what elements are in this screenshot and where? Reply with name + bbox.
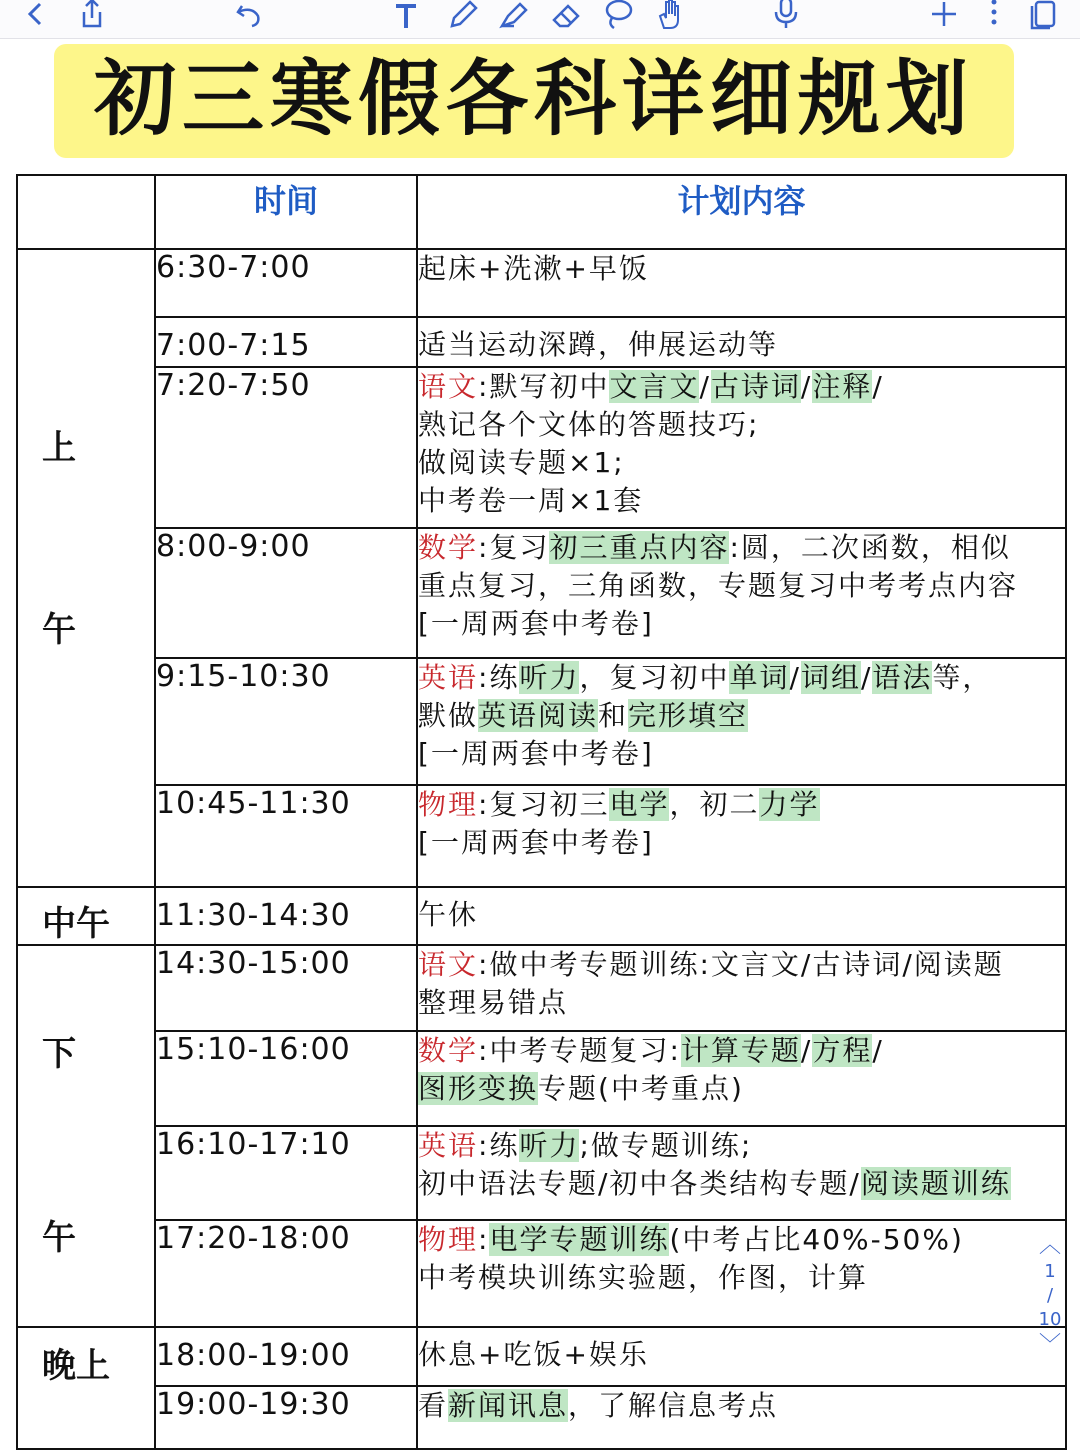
- content-text: 整理易错点: [418, 986, 569, 1019]
- period-afternoon-char: 下: [42, 1034, 76, 1074]
- content-line: [418, 1165, 1065, 1203]
- content-text: 休息+吃饭+娱乐: [418, 1338, 649, 1371]
- content-cell: [417, 945, 1066, 1031]
- period-afternoon-char: 午: [42, 1218, 76, 1258]
- highlighted-text: 方程: [812, 1034, 873, 1068]
- content-text: 午休: [418, 898, 479, 931]
- content-cell: [417, 658, 1066, 784]
- page-indicator: [1030, 1232, 1070, 1392]
- content-text: [一周两套中考卷]: [418, 737, 654, 771]
- time-cell: 18:00-19:00: [155, 1327, 417, 1386]
- table-row: [17, 1031, 1066, 1125]
- content-text: 初中语法专题/初中各类结构专题/: [418, 1166, 861, 1200]
- page-up-icon[interactable]: ︿: [1038, 1233, 1061, 1258]
- content-line: [418, 529, 1065, 567]
- time-cell: 19:00-19:30: [155, 1386, 417, 1449]
- content-text: /: [872, 1034, 884, 1068]
- highlighted-text: 听力: [519, 1128, 580, 1162]
- highlighter-icon[interactable]: [494, 0, 534, 34]
- time-cell: 10:45-11:30: [155, 785, 417, 887]
- content-cell: [417, 1327, 1066, 1386]
- content-line: [418, 735, 1065, 773]
- eraser-icon[interactable]: [546, 0, 586, 34]
- highlighted-text: 初三重点内容: [549, 530, 730, 564]
- content-cell: [417, 317, 1066, 367]
- content-line: [418, 1070, 1065, 1108]
- content-text: 熟记各个文体的答题技巧;: [418, 408, 760, 442]
- content-text: 等，: [932, 661, 993, 695]
- content-line: [418, 1032, 1065, 1070]
- subject-label: 语文: [418, 370, 479, 404]
- content-cell: [417, 785, 1066, 887]
- content-text: 专题(中考重点): [538, 1072, 744, 1106]
- content-text: ;做专题训练;: [579, 1128, 753, 1162]
- content-text: 默做: [418, 699, 479, 733]
- content-text: /: [872, 370, 884, 404]
- content-line: [418, 659, 1065, 697]
- time-cell: 6:30-7:00: [155, 249, 417, 317]
- table-row: [17, 1126, 1066, 1220]
- content-cell: [417, 887, 1066, 945]
- period-noon-label: 中午: [42, 904, 110, 944]
- text-icon[interactable]: [386, 0, 426, 34]
- table-row: [17, 528, 1066, 658]
- table-row: [17, 1327, 1066, 1386]
- content-line: [418, 1127, 1065, 1165]
- content-text: /: [800, 1034, 813, 1068]
- content-text: :圆，二次函数，相似: [729, 530, 1011, 564]
- content-line: [418, 368, 1065, 406]
- content-cell: [417, 528, 1066, 658]
- content-line: [418, 946, 1065, 984]
- subject-label: 物理: [418, 1223, 479, 1257]
- subject-label: 英语: [418, 1128, 479, 1162]
- page-current: 1: [1044, 1261, 1056, 1282]
- content-text: :中考专题复习:: [478, 1034, 681, 1068]
- content-text: 看: [418, 1388, 449, 1422]
- content-line: [418, 605, 1065, 643]
- table-row: [17, 317, 1066, 367]
- subject-label: 物理: [418, 787, 479, 821]
- undo-icon[interactable]: [230, 0, 270, 34]
- content-line: [418, 697, 1065, 735]
- header-period: [17, 175, 155, 249]
- add-icon[interactable]: [924, 0, 964, 34]
- content-cell: [417, 367, 1066, 528]
- table-row: [17, 1220, 1066, 1327]
- content-text: /: [699, 370, 711, 404]
- highlighted-text: 古诗词: [710, 370, 801, 404]
- subject-label: 数学: [418, 530, 479, 564]
- pen-icon[interactable]: [442, 0, 482, 34]
- back-icon[interactable]: [16, 0, 56, 34]
- content-text: (中考占比40%-50%): [669, 1223, 964, 1257]
- header-content: 计划内容: [417, 175, 1066, 249]
- highlighted-text: 听力: [519, 661, 580, 695]
- hand-icon[interactable]: [650, 0, 690, 34]
- page-down-icon[interactable]: ﹀: [1038, 1333, 1061, 1358]
- content-text: :做中考专题训练:文言文/古诗词/阅读题: [478, 948, 1004, 981]
- content-text: /: [789, 661, 801, 695]
- content-text: 做阅读专题×1;: [418, 446, 625, 480]
- highlighted-text: 单词: [729, 661, 790, 695]
- table-header-row: [17, 175, 1066, 249]
- content-text: :练: [478, 661, 520, 695]
- period-evening: [17, 1327, 155, 1449]
- time-cell: 7:00-7:15: [155, 317, 417, 367]
- content-text: ，复习初中: [579, 661, 730, 695]
- table-row: [17, 249, 1066, 317]
- content-text: ，初二: [669, 787, 760, 821]
- period-morning-char: 上: [42, 428, 76, 468]
- content-text: :默写初中: [478, 370, 610, 404]
- content-text: 适当运动深蹲，伸展运动等: [418, 328, 779, 362]
- highlighted-text: 阅读题训练: [860, 1166, 1011, 1200]
- time-cell: 17:20-18:00: [155, 1220, 417, 1327]
- title-banner: [54, 44, 1014, 158]
- highlighted-text: 完形填空: [628, 699, 749, 733]
- content-text: [一周两套中考卷]: [418, 825, 654, 859]
- highlighted-text: 图形变换: [418, 1072, 539, 1106]
- time-cell: 11:30-14:30: [155, 887, 417, 945]
- highlighted-text: 电学专题训练: [489, 1223, 670, 1257]
- content-line: [418, 567, 1065, 605]
- highlighted-text: 注释: [812, 370, 873, 404]
- time-cell: 9:15-10:30: [155, 658, 417, 784]
- content-line: [418, 1336, 1065, 1374]
- period-morning-char: 午: [42, 610, 76, 650]
- period-afternoon: [17, 945, 155, 1327]
- content-text: 和: [598, 699, 629, 733]
- page-separator: /: [1046, 1285, 1054, 1306]
- content-text: /: [800, 370, 813, 404]
- subject-label: 数学: [418, 1034, 479, 1068]
- highlighted-text: 计算专题: [680, 1034, 801, 1068]
- subject-label: 语文: [418, 948, 479, 981]
- table-row: [17, 945, 1066, 1031]
- content-text: 中考卷一周×1套: [418, 484, 644, 518]
- highlighted-text: 语法: [872, 661, 933, 695]
- content-text: :: [478, 1223, 490, 1257]
- more-icon[interactable]: [974, 0, 1014, 34]
- time-cell: 7:20-7:50: [155, 367, 417, 528]
- pages-icon[interactable]: [1024, 0, 1064, 34]
- highlighted-text: 新闻讯息: [448, 1388, 569, 1422]
- subject-label: 英语: [418, 661, 479, 695]
- content-cell: [417, 249, 1066, 317]
- content-line: [418, 896, 1065, 934]
- table-row: [17, 785, 1066, 887]
- table-row: [17, 658, 1066, 784]
- toolbar: [0, 0, 1080, 39]
- time-cell: 15:10-16:00: [155, 1031, 417, 1125]
- content-text: :练: [478, 1128, 520, 1162]
- mic-icon[interactable]: [766, 0, 806, 34]
- page-total: 10: [1038, 1309, 1062, 1330]
- header-time: 时间: [155, 175, 417, 249]
- content-line: [418, 984, 1065, 1022]
- content-text: :复习: [478, 530, 550, 564]
- time-cell: 14:30-15:00: [155, 945, 417, 1031]
- content-text: /: [860, 661, 873, 695]
- content-line: [418, 1221, 1065, 1259]
- highlighted-text: 电学: [609, 787, 670, 821]
- content-line: [418, 250, 1065, 288]
- table-body: [17, 249, 1066, 1449]
- table-row: [17, 367, 1066, 528]
- period-morning: [17, 249, 155, 887]
- lasso-icon[interactable]: [598, 0, 638, 34]
- content-line: [418, 482, 1065, 520]
- content-text: :复习初三: [478, 787, 610, 821]
- content-cell: [417, 1126, 1066, 1220]
- time-cell: 16:10-17:10: [155, 1126, 417, 1220]
- content-text: [一周两套中考卷]: [418, 606, 654, 640]
- page-title: 初三寒假各科详细规划: [93, 52, 974, 147]
- content-line: [418, 1259, 1065, 1297]
- period-evening-label: 晚上: [42, 1346, 110, 1386]
- highlighted-text: 词组: [800, 661, 861, 695]
- content-line: [418, 1387, 1065, 1425]
- content-text: 重点复习，三角函数，专题复习中考考点内容: [418, 568, 1019, 602]
- highlighted-text: 力学: [759, 787, 820, 821]
- period-noon: [17, 887, 155, 945]
- content-cell: [417, 1031, 1066, 1125]
- content-line: [418, 444, 1065, 482]
- time-cell: 8:00-9:00: [155, 528, 417, 658]
- share-icon[interactable]: [72, 0, 112, 34]
- table-row: [17, 887, 1066, 945]
- highlighted-text: 英语阅读: [478, 699, 599, 733]
- schedule-table: [16, 174, 1067, 1450]
- content-text: ，了解信息考点: [568, 1388, 779, 1422]
- content-text: 中考模块训练实验题，作图，计算: [418, 1261, 869, 1295]
- content-text: 起床+洗漱+早饭: [418, 252, 649, 285]
- highlighted-text: 文言文: [609, 370, 700, 404]
- content-line: [418, 326, 1065, 364]
- content-line: [418, 406, 1065, 444]
- content-cell: [417, 1220, 1066, 1327]
- content-line: [418, 824, 1065, 862]
- content-line: [418, 786, 1065, 824]
